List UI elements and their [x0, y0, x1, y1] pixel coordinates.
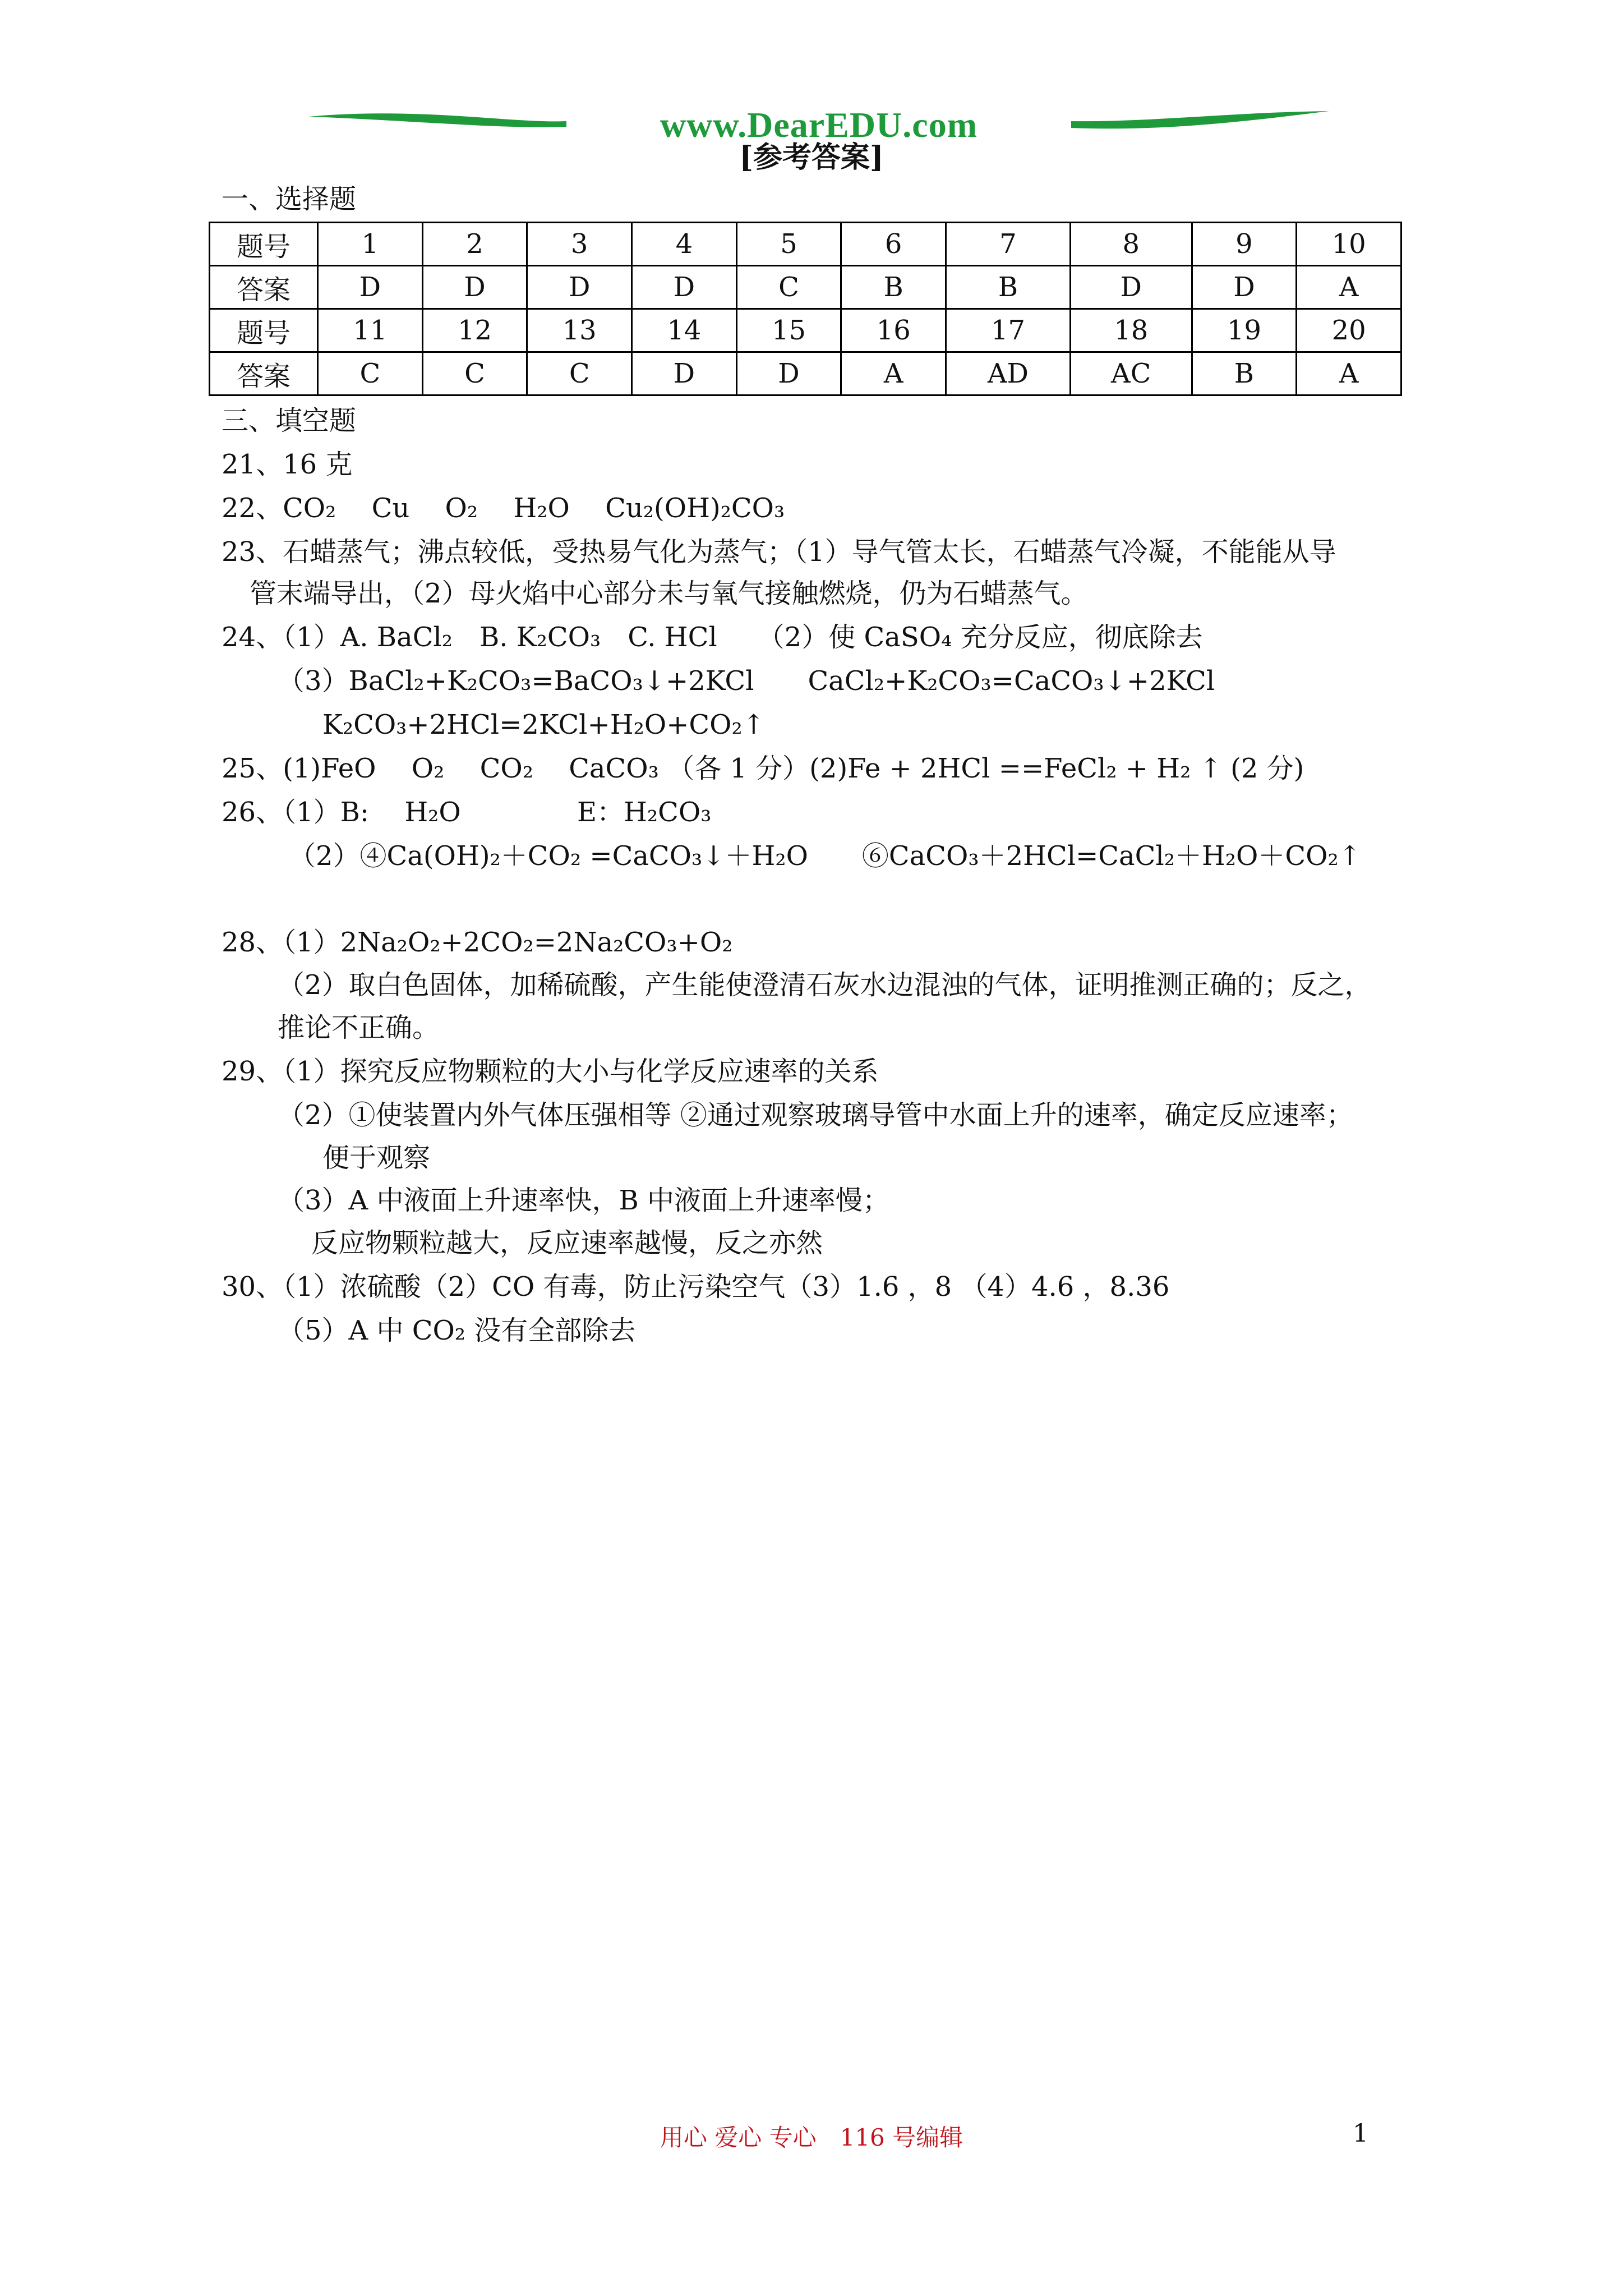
answer-30-line2: （5）A 中 CO₂ 没有全部除去 — [278, 1315, 636, 1346]
table-cell: 1 — [318, 223, 423, 266]
table-cell: D — [736, 352, 841, 395]
table-cell: AC — [1070, 352, 1192, 395]
table-cell: D — [632, 352, 737, 395]
answer-23-line2: 管末端导出，（2）母火焰中心部分未与氧气接触燃烧，仍为石蜡蒸气。 — [250, 578, 1088, 609]
table-cell: 18 — [1070, 309, 1192, 352]
table-cell: C — [527, 352, 632, 395]
row-label: 答案 — [210, 352, 318, 395]
answer-28-line2: （2）取白色固体，加稀硫酸，产生能使澄清石灰水边混浊的气体，证明推测正确的；反之， — [278, 969, 1372, 1001]
answer-29-line4: （3）A 中液面上升速率快，B 中液面上升速率慢； — [278, 1185, 889, 1216]
table-cell: D — [632, 266, 737, 309]
logo-text: www.DearEDU.com — [660, 105, 978, 145]
answer-25: 25、(1)FeO O₂ CO₂ CaCO₃ （各 1 分）(2)Fe + 2HCl ==FeCl₂ + H₂ ↑ (2 分) — [222, 753, 1304, 784]
table-cell: 8 — [1070, 223, 1192, 266]
table-cell: 3 — [527, 223, 632, 266]
table-cell: B — [841, 266, 946, 309]
table-cell: 5 — [736, 223, 841, 266]
table-cell: 9 — [1192, 223, 1297, 266]
section3-heading: 三、填空题 — [222, 405, 357, 436]
table-cell: AD — [946, 352, 1071, 395]
table-cell: D — [527, 266, 632, 309]
answer-22: 22、CO₂ Cu O₂ H₂O Cu₂(OH)₂CO₃ — [222, 493, 785, 524]
table-cell: D — [1070, 266, 1192, 309]
table-cell: 15 — [736, 309, 841, 352]
table-cell: A — [1297, 266, 1401, 309]
table-cell: 4 — [632, 223, 737, 266]
answer-26-line1: 26、（1）B: H₂O E：H₂CO₃ — [222, 797, 712, 828]
table-cell: 2 — [422, 223, 527, 266]
answer-30-line1: 30、（1）浓硫酸（2）CO 有毒，防止污染空气（3）1.6 ，8 （4）4.6 ，8.36 — [222, 1271, 1170, 1303]
answer-21: 21、16 克 — [222, 449, 353, 480]
answer-29-line2: （2）①使装置内外气体压强相等 ②通过观察玻璃导管中水面上升的速率，确定反应速率； — [278, 1099, 1353, 1131]
answer-table — [209, 222, 1402, 396]
row-label: 答案 — [210, 266, 318, 309]
table-row — [210, 223, 1401, 266]
answer-28-line3: 推论不正确。 — [278, 1012, 440, 1043]
table-cell: 19 — [1192, 309, 1297, 352]
answer-24-line1: 24、（1）A. BaCl₂ B. K₂CO₃ C. HCl （2）使 CaSO₄ 充分反应，彻底除去 — [222, 622, 1203, 653]
table-cell: C — [318, 352, 423, 395]
answer-24-line3: K₂CO₃+2HCl=2KCl+H₂O+CO₂↑ — [322, 709, 765, 740]
table-cell: D — [422, 266, 527, 309]
table-cell: A — [1297, 352, 1401, 395]
table-row — [210, 309, 1401, 352]
table-cell: 7 — [946, 223, 1071, 266]
answer-28-line1: 28、（1）2Na₂O₂+2CO₂=2Na₂CO₃+O₂ — [222, 927, 733, 958]
table-cell: B — [946, 266, 1071, 309]
answer-26-line2: （2）④Ca(OH)₂＋CO₂ =CaCO₃↓＋H₂O ⑥CaCO₃＋2HCl=CaCl₂＋H₂O＋CO₂↑ — [289, 840, 1361, 872]
table-cell: C — [422, 352, 527, 395]
answer-29-line3: 便于观察 — [322, 1142, 431, 1174]
table-cell: A — [841, 352, 946, 395]
answer-23-line1: 23、石蜡蒸气；沸点较低，受热易气化为蒸气；（1）导气管太长，石蜡蒸气冷凝，不能能从导 — [222, 536, 1336, 568]
table-row — [210, 352, 1401, 395]
table-cell: D — [318, 266, 423, 309]
table-row — [210, 266, 1401, 309]
section1-heading: 一、选择题 — [222, 183, 357, 215]
table-cell: 13 — [527, 309, 632, 352]
answer-24-line2: （3）BaCl₂+K₂CO₃=BaCO₃↓+2KCl CaCl₂+K₂CO₃=CaCO₃↓+2KCl — [278, 665, 1215, 697]
row-label: 题号 — [210, 223, 318, 266]
table-cell: C — [736, 266, 841, 309]
table-cell: 16 — [841, 309, 946, 352]
table-cell: D — [1192, 266, 1297, 309]
answer-29-line1: 29、（1）探究反应物颗粒的大小与化学反应速率的关系 — [222, 1056, 879, 1087]
table-cell: 20 — [1297, 309, 1401, 352]
row-label: 题号 — [210, 309, 318, 352]
table-cell: 11 — [318, 309, 423, 352]
table-cell: 14 — [632, 309, 737, 352]
table-cell: 6 — [841, 223, 946, 266]
table-cell: 12 — [422, 309, 527, 352]
table-cell: B — [1192, 352, 1297, 395]
answer-29-line5: 反应物颗粒越大，反应速率越慢，反之亦然 — [311, 1227, 823, 1259]
page-title: [参考答案] — [739, 140, 884, 174]
table-cell: 17 — [946, 309, 1071, 352]
footer-editor-note: 用心 爱心 专心 116 号编辑 — [660, 2124, 963, 2151]
page-number: 1 — [1353, 2119, 1368, 2148]
table-cell: 10 — [1297, 223, 1401, 266]
